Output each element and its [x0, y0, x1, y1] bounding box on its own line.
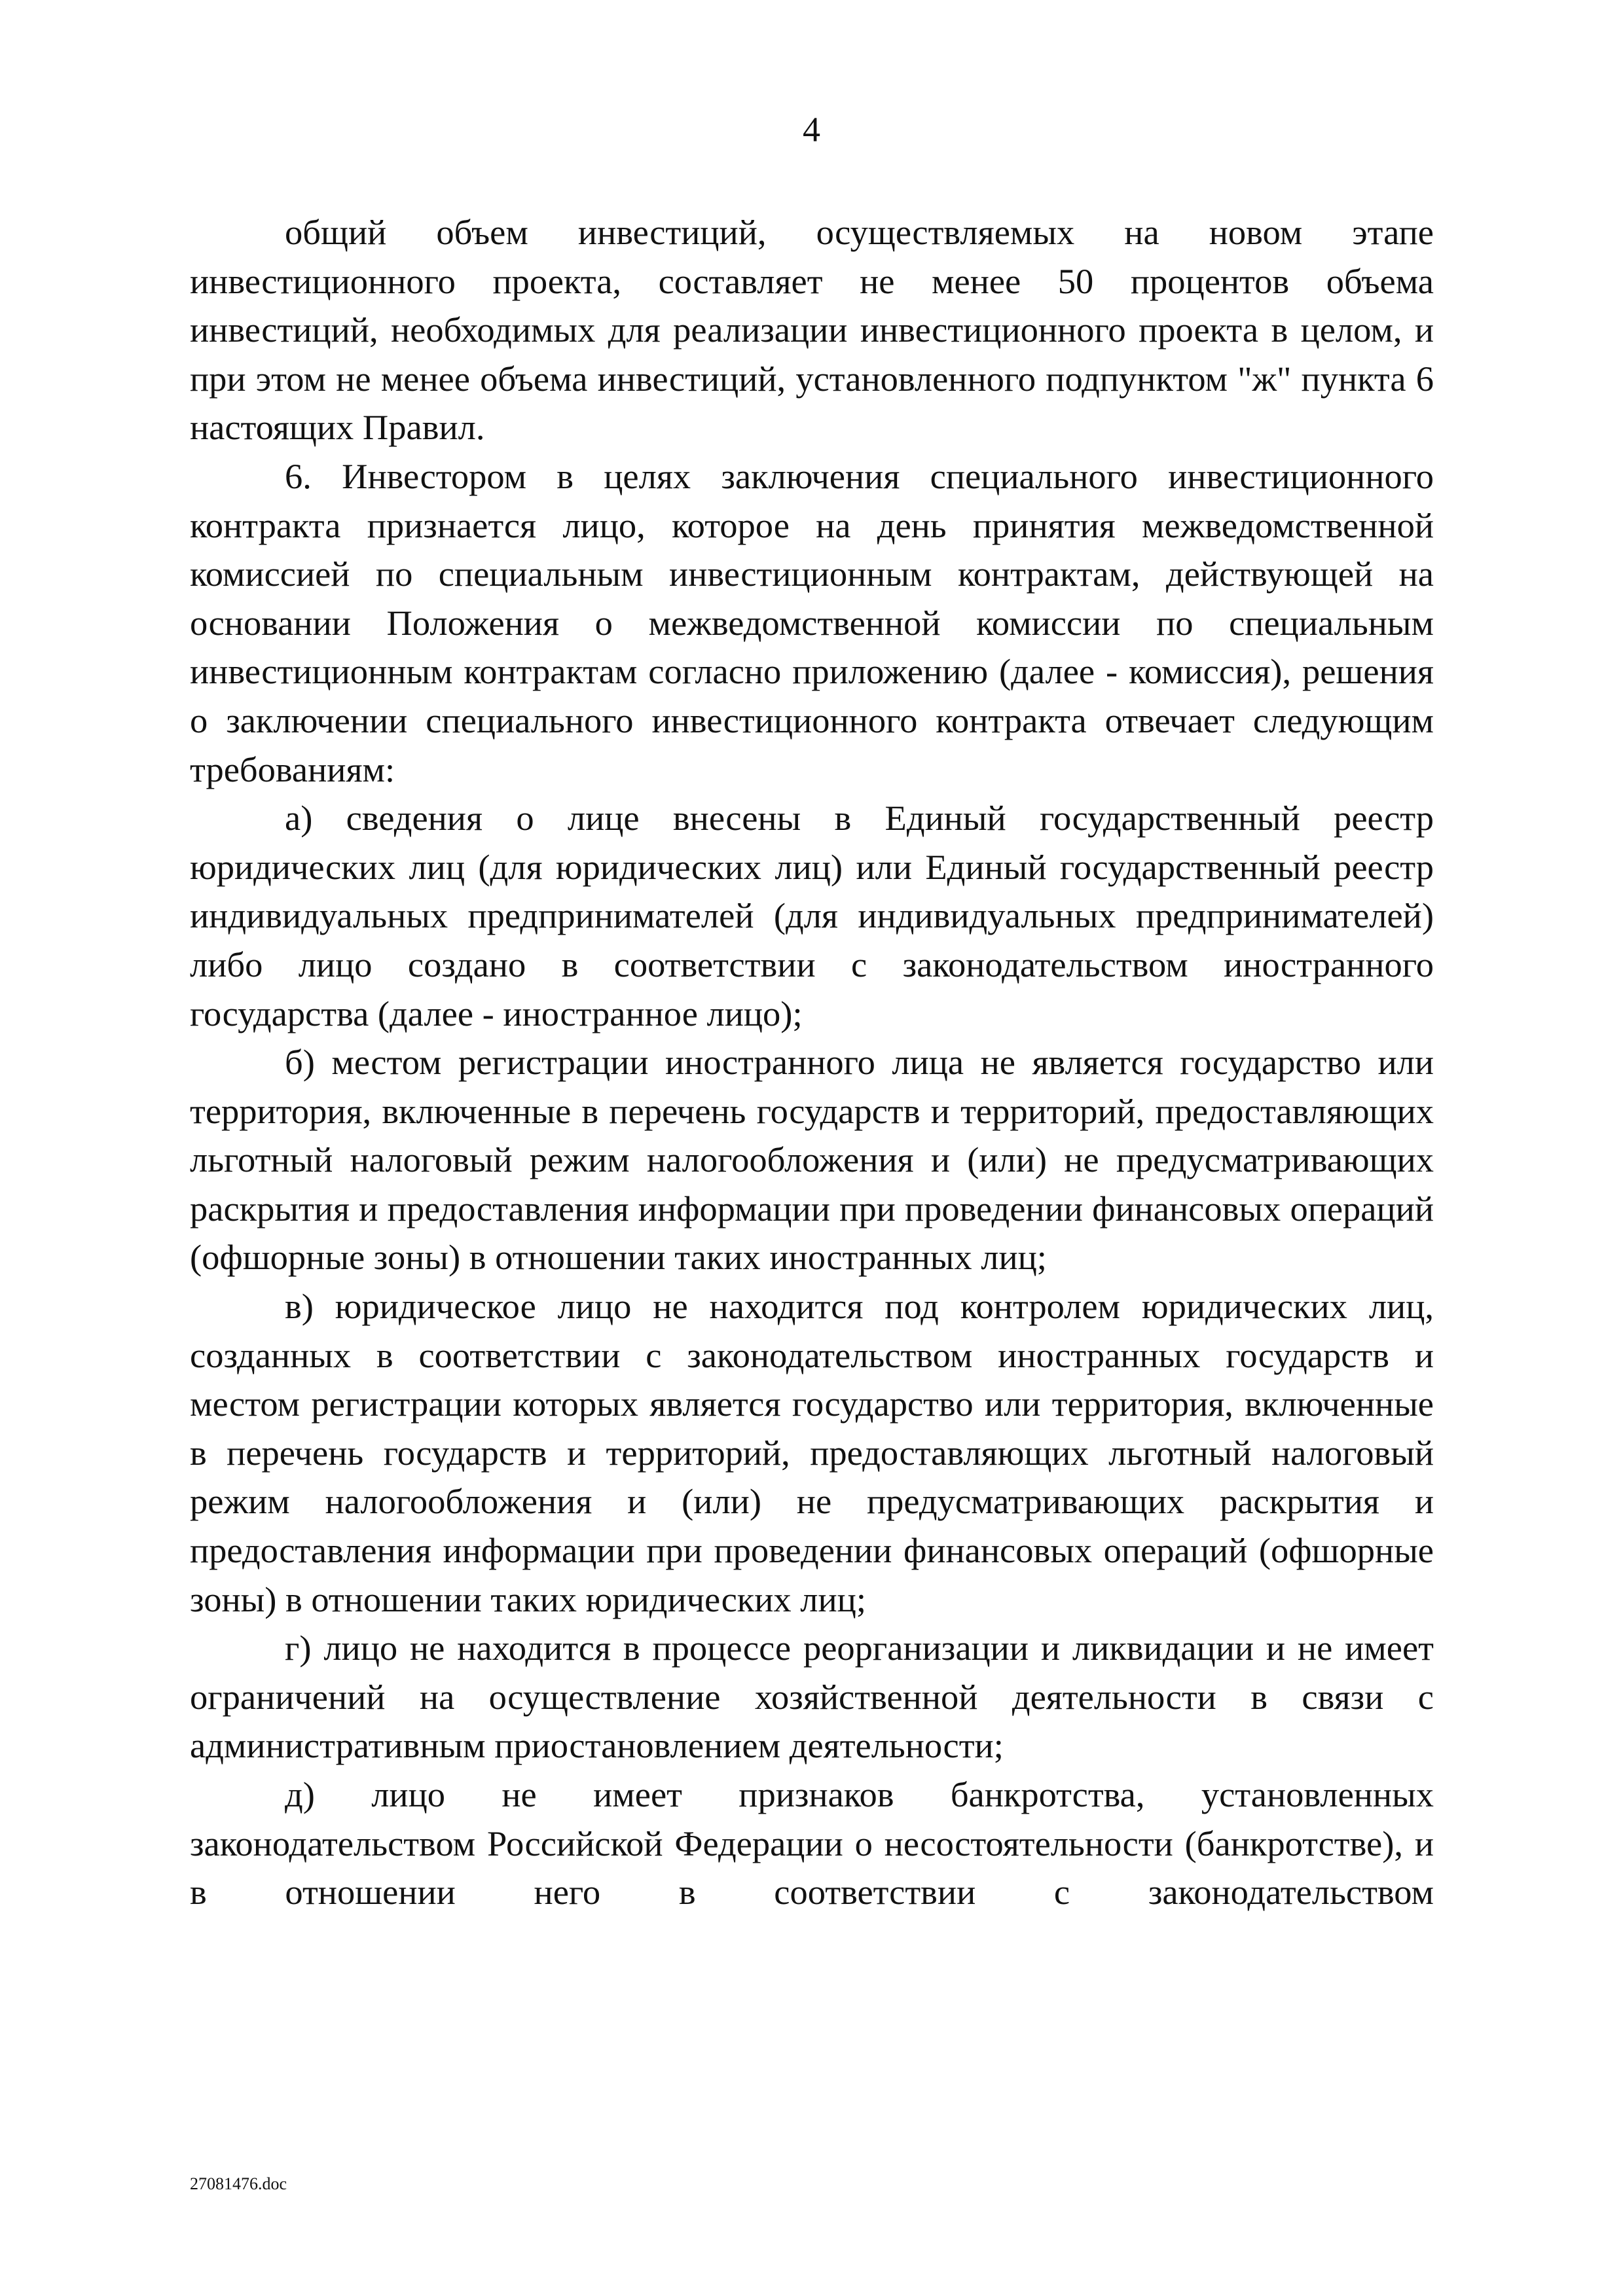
paragraph-item-b: б) местом регистрации иностранного лица не является государство или территория, включенные в перечень государств и территорий, предоставляющих льготный налоговый режим налогообложения и (или) не предусматривающих раскрытия и предоставления информации при проведении финансовых операций (офшорные зоны) в отношении таких иностранных лиц;	[190, 1042, 1434, 1278]
paragraph-item-g: г) лицо не находится в процессе реорганизации и ликвидации и не имеет ограничений на осуществление хозяйственной деятельности в связи с административным приостановлением деятельности;	[190, 1628, 1434, 1766]
page-number: 4	[803, 110, 820, 149]
paragraph-item-v: в) юридическое лицо не находится под контролем юридических лиц, созданных в соответствии с законодательством иностранных государств и местом регистрации которых является государство или территория, включенные в перечень государств и территорий, предоставляющих льготный налоговый режим налогообложения и (или) не предусматривающих раскрытия и предоставления информации при проведении финансовых операций (офшорные зоны) в отношении таких юридических лиц;	[190, 1286, 1434, 1619]
paragraph-item-a: а) сведения о лице внесены в Единый государственный реестр юридических лиц (для юридических лиц) или Единый государственный реестр индивидуальных предпринимателей (для индивидуальных предпринимателей) либо лицо создано в соответствии с законодательством иностранного государства (далее - иностранное лицо);	[190, 798, 1434, 1033]
file-name-footer: 27081476.doc	[190, 2174, 287, 2193]
paragraph-investment-volume: общий объем инвестиций, осуществляемых на новом этапе инвестиционного проекта, составляет не менее 50 процентов объема инвестиций, необходимых для реализации инвестиционного проекта в целом, и при этом не менее объема инвестиций, установленного подпунктом "ж" пункта 6 настоящих Правил.	[190, 212, 1434, 448]
document-body	[190, 208, 1434, 1917]
paragraph-6-investor-definition: 6. Инвестором в целях заключения специального инвестиционного контракта признается лицо, которое на день принятия межведомственной комиссией по специальным инвестиционным контрактам, действующей на основании Положения о межведомственной комиссии по специальным инвестиционным контрактам согласно приложению (далее - комиссия), решения о заключении специального инвестиционного контракта отвечает следующим требованиям:	[190, 456, 1434, 789]
paragraph-item-d: д) лицо не имеет признаков банкротства, установленных законодательством Российской Федерации о несостоятельности (банкротстве), и в отношении него в соответствии с законодательством	[190, 1774, 1434, 1912]
